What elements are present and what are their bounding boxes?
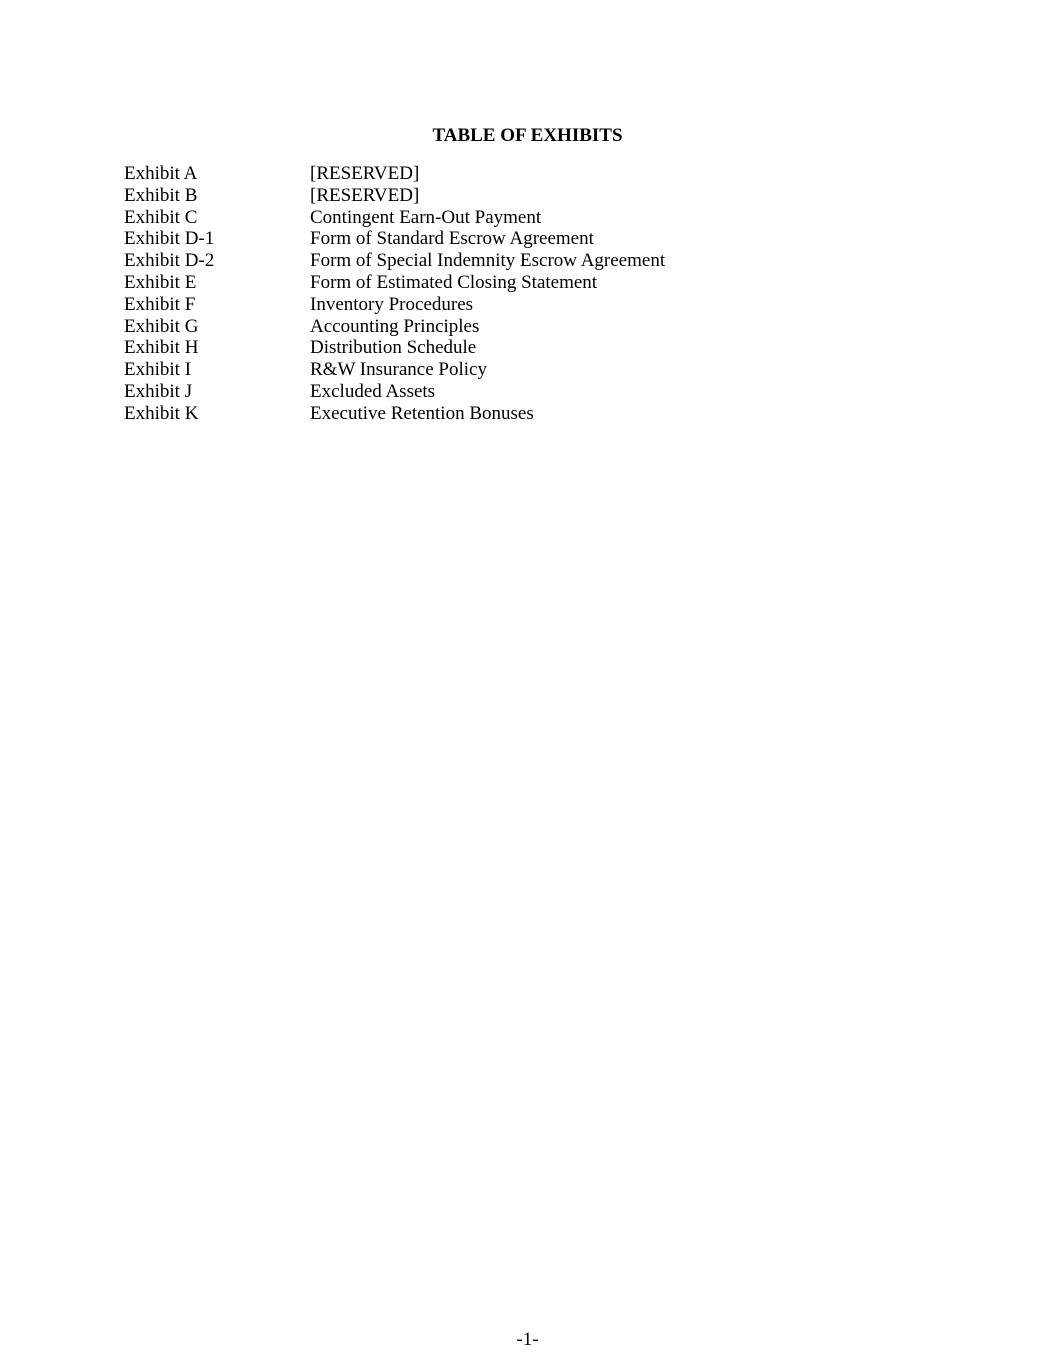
exhibit-row [124, 207, 824, 229]
exhibit-row [124, 403, 824, 425]
exhibit-description: Accounting Principles [310, 315, 480, 337]
exhibit-list [124, 163, 824, 425]
exhibit-label: Exhibit A [124, 163, 198, 184]
exhibit-description: Excluded Assets [310, 380, 436, 402]
exhibit-row [124, 250, 824, 272]
exhibit-label: Exhibit B [124, 184, 198, 206]
exhibit-description: Contingent Earn-Out Payment [310, 206, 542, 228]
exhibit-label: Exhibit G [124, 315, 199, 337]
exhibit-label: Exhibit E [124, 271, 197, 293]
exhibit-row [124, 163, 824, 185]
exhibit-row [124, 294, 824, 316]
exhibit-row [124, 228, 824, 250]
exhibit-description: Executive Retention Bonuses [310, 402, 534, 424]
exhibit-label: Exhibit C [124, 206, 198, 228]
exhibit-row [124, 337, 824, 359]
exhibit-row [124, 359, 824, 381]
exhibit-label: Exhibit D-2 [124, 250, 215, 272]
exhibit-row [124, 185, 824, 207]
exhibit-description: Distribution Schedule [310, 337, 477, 359]
exhibit-row [124, 316, 824, 338]
exhibit-description: [RESERVED] [310, 184, 420, 206]
exhibit-description: Form of Estimated Closing Statement [310, 271, 598, 293]
exhibit-row [124, 381, 824, 403]
exhibit-row [124, 272, 824, 294]
exhibit-label: Exhibit D-1 [124, 228, 215, 250]
exhibit-description: Form of Standard Escrow Agreement [310, 228, 594, 250]
page-title: TABLE OF EXHIBITS [432, 125, 623, 146]
page-number: -1- [516, 1329, 539, 1350]
exhibit-label: Exhibit J [124, 380, 193, 402]
exhibit-label: Exhibit I [124, 359, 192, 381]
exhibit-label: Exhibit H [124, 337, 199, 359]
exhibit-description: Inventory Procedures [310, 293, 474, 315]
exhibit-description: R&W Insurance Policy [310, 359, 487, 381]
exhibit-description: Form of Special Indemnity Escrow Agreement [310, 250, 666, 272]
exhibit-description: [RESERVED] [310, 163, 420, 184]
exhibit-label: Exhibit K [124, 402, 199, 424]
exhibit-label: Exhibit F [124, 293, 196, 315]
